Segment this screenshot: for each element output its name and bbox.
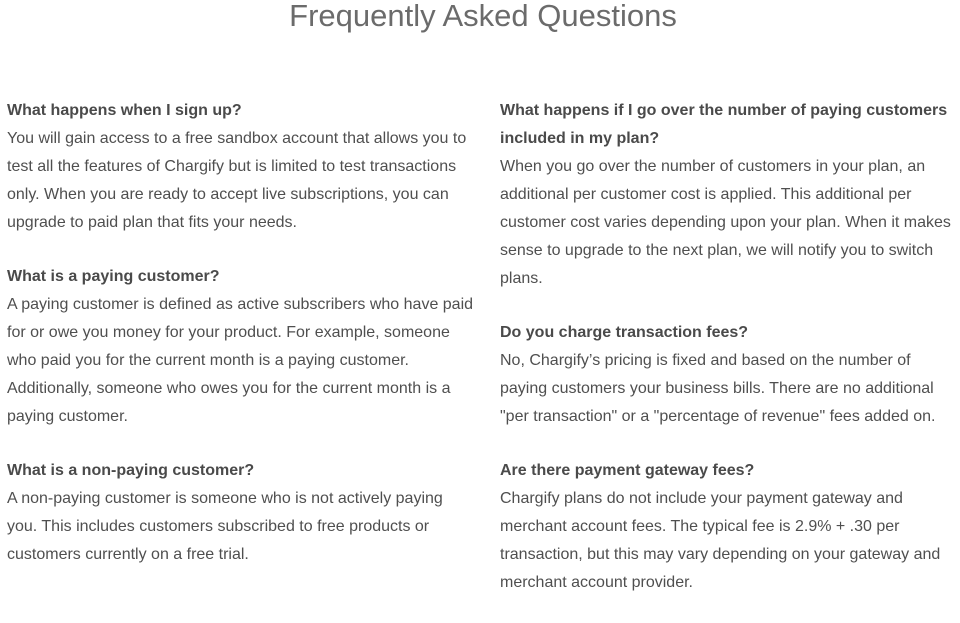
faq-item-paying-customer: [7, 263, 477, 431]
faq-question: Do you charge transaction fees?: [500, 324, 749, 341]
faq-column-left: [7, 97, 477, 595]
faq-question: What is a non-paying customer?: [7, 462, 255, 479]
faq-item-transaction-fees: [500, 319, 960, 431]
faq-item-gateway-fees: [500, 457, 960, 597]
faq-question: What is a paying customer?: [7, 268, 220, 285]
faq-question: What happens if I go over the number of paying customers included in my plan?: [500, 102, 948, 147]
faq-question: What happens when I sign up?: [7, 102, 242, 119]
faq-answer: You will gain access to a free sandbox account that allows you to test all the features of Chargify but is limited to test transactions only. When you are ready to accept live subscriptions, you can upgrade to paid plan that fits your needs.: [7, 130, 467, 231]
faq-answer: Chargify plans do not include your payment gateway and merchant account fees. The typical fee is 2.9% + .30 per transaction, but this may vary depending on your gateway and merchant account provider.: [500, 490, 941, 591]
faq-item-sign-up: [7, 97, 477, 237]
faq-answer: No, Chargify’s pricing is fixed and based on the number of paying customers your business bills. There are no additional "per transaction" or a "percentage of revenue" fees added on.: [500, 352, 936, 425]
page-title: Frequently Asked Questions: [289, 0, 677, 33]
faq-item-over-limit: [500, 97, 960, 293]
faq-answer: A non-paying customer is someone who is not actively paying you. This includes customers subscribed to free products or customers currently on a free trial.: [7, 490, 443, 563]
faq-item-non-paying-customer: [7, 457, 477, 569]
faq-column-right: [500, 97, 960, 623]
faq-answer: A paying customer is defined as active subscribers who have paid for or owe you money for your product. For example, someone who paid you for the current month is a paying customer. Additionally, someone who owes you for the current month is a paying customer.: [7, 296, 474, 425]
faq-question: Are there payment gateway fees?: [500, 462, 755, 479]
faq-answer: When you go over the number of customers in your plan, an additional per customer cost is applied. This additional per customer cost varies depending upon your plan. When it makes sense to upgrade to the next plan, we will notify you to switch plans.: [500, 158, 951, 287]
